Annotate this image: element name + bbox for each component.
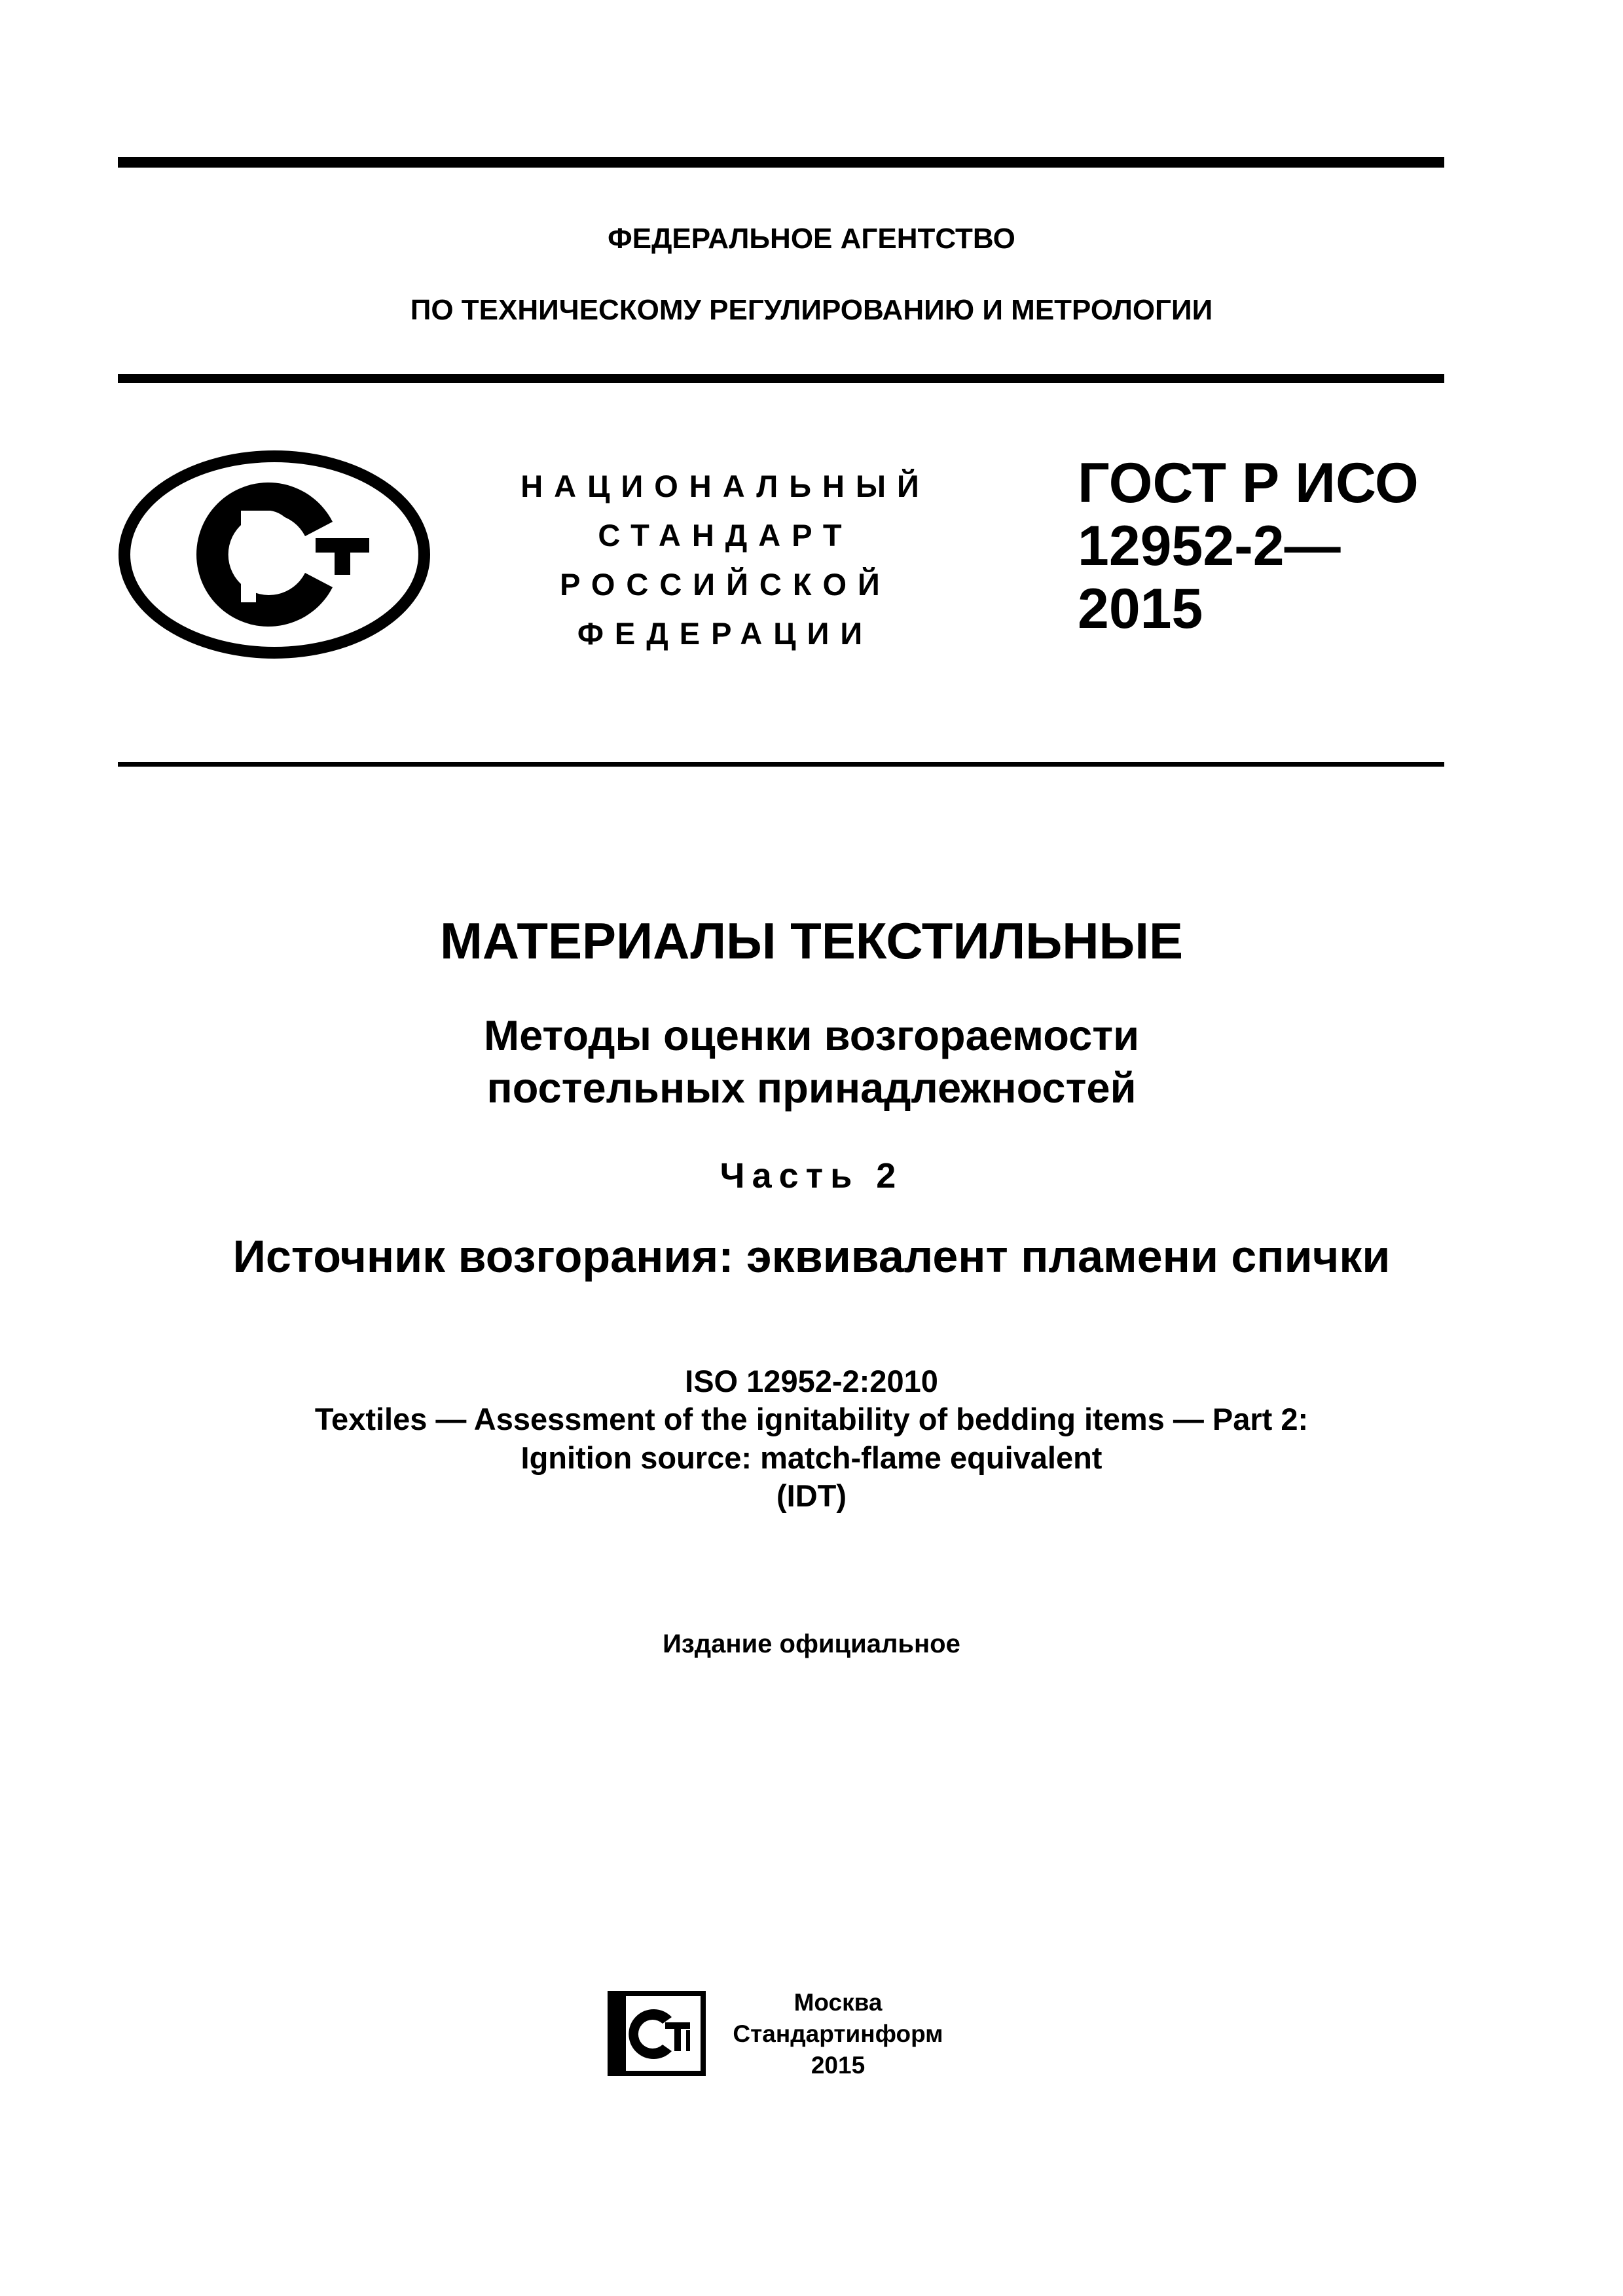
masthead-bottom-rule (118, 762, 1444, 767)
header-bottom-rule (118, 374, 1444, 383)
designation-line-2: 12952-2— (1078, 515, 1341, 577)
national-standard-line-2: СТАНДАРТ (598, 518, 853, 553)
part-title: Источник возгорания: эквивалент пламени спички (232, 1231, 1391, 1282)
agency-name-line-2: ПО ТЕХНИЧЕСКОМУ РЕГУЛИРОВАНИЮ И МЕТРОЛОГИИ (410, 294, 1213, 326)
publisher-block (720, 1987, 956, 2081)
iso-reference-title-line-2: Ignition source: match-flame equivalent (520, 1440, 1103, 1475)
national-standard-line-3: РОССИЙСКОЙ (560, 567, 891, 602)
publisher-name: Стандартинформ (733, 2020, 943, 2047)
publisher-year: 2015 (811, 2052, 866, 2079)
agency-name-line-1: ФЕДЕРАЛЬНОЕ АГЕНТСТВО (608, 223, 1015, 255)
iso-reference-number: ISO 12952-2:2010 (685, 1364, 938, 1398)
national-standard-label (477, 462, 974, 658)
standartinform-logo-icon (608, 1991, 706, 2076)
designation-line-1: ГОСТ Р ИСО (1078, 452, 1419, 515)
document-subtitle-line-2: постельных принадлежностей (486, 1064, 1137, 1112)
iso-equivalence-code: (IDT) (776, 1478, 847, 1513)
part-label: Часть 2 (720, 1156, 903, 1195)
edition-label: Издание официальное (663, 1630, 960, 1658)
standard-designation (1078, 452, 1419, 640)
publisher-city: Москва (793, 1989, 883, 2016)
national-standard-line-4: ФЕДЕРАЦИИ (577, 616, 874, 651)
top-rule (118, 157, 1444, 168)
document-title: МАТЕРИАЛЫ ТЕКСТИЛЬНЫЕ (439, 912, 1184, 970)
designation-line-3: 2015 (1078, 577, 1203, 640)
national-standard-line-1: НАЦИОНАЛЬНЫЙ (520, 469, 930, 503)
gost-r-certification-mark-icon (117, 448, 432, 661)
iso-reference-title-line-1: Textiles — Assessment of the ignitability of bedding items — Part 2: (314, 1402, 1309, 1436)
document-subtitle-line-1: Методы оценки возгораемости (483, 1011, 1140, 1059)
